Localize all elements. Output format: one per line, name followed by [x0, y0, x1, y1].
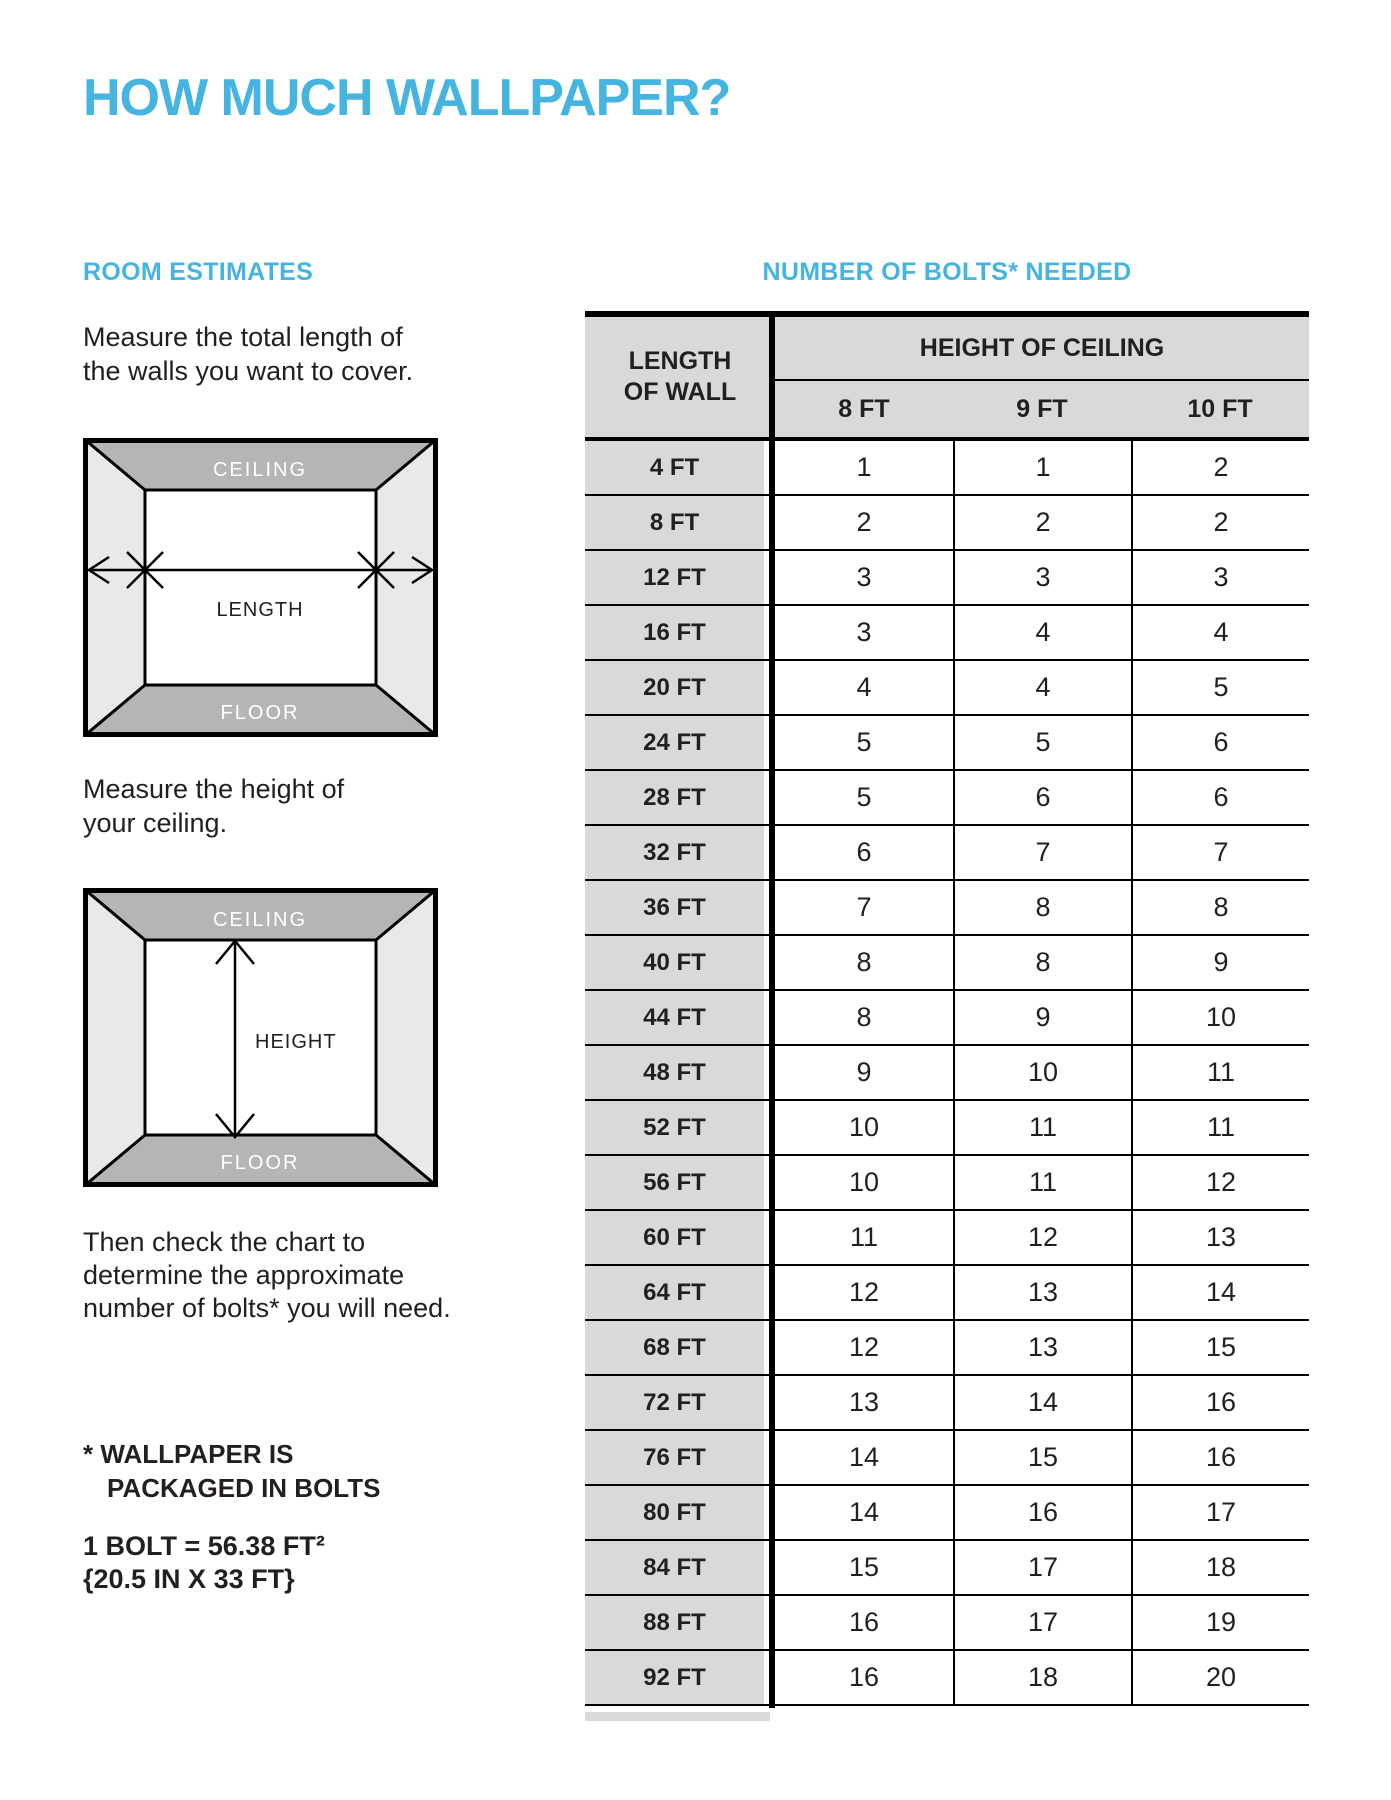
row-label-cell: 48 FT: [585, 1046, 764, 1099]
row-label-cell: 84 FT: [585, 1541, 764, 1594]
step2-instruction: Measure the height of your ceiling.: [83, 774, 345, 838]
table-row: [585, 991, 1309, 1046]
table-row: [585, 1046, 1309, 1101]
bolt-count-cell: 16: [848, 1662, 880, 1692]
bolt-count-cell: 3: [1131, 551, 1309, 604]
bolt-count-cell: 14: [953, 1376, 1131, 1429]
ceiling-height-subheader-row: [775, 381, 1309, 437]
row-label-cell: 36 FT: [585, 881, 764, 934]
bolt-count-cell: 16: [848, 1607, 880, 1637]
bolt-count-cell: 19: [1131, 1596, 1309, 1649]
bolt-count-cell: 7: [856, 892, 872, 922]
height-of-ceiling-header: HEIGHT OF CEILING: [775, 317, 1309, 381]
table-row: [585, 496, 1309, 551]
row-label-cell: 24 FT: [585, 716, 764, 769]
row-label-cell: 12 FT: [585, 551, 764, 604]
floor-label: FLOOR: [220, 702, 300, 724]
step1-instruction: Measure the total length of the walls you want to cover.: [83, 322, 414, 386]
table-row: [585, 936, 1309, 991]
bolt-count-cell: 9: [953, 991, 1131, 1044]
length-label: LENGTH: [216, 599, 304, 621]
bolt-count-cell: 2: [1131, 496, 1309, 549]
column-header-10ft: 10 FT: [1187, 394, 1253, 423]
bolt-count-cell: 4: [1131, 606, 1309, 659]
bolt-count-cell: 15: [953, 1431, 1131, 1484]
table-row: [585, 606, 1309, 661]
bolt-count-cell: 18: [953, 1651, 1131, 1704]
back-wall-face: [145, 490, 376, 685]
bolt-count-cell: 13: [1131, 1211, 1309, 1264]
bolt-count-cell: 5: [953, 716, 1131, 769]
bolt-count-cell: 8: [953, 881, 1131, 934]
row-label-cell: 32 FT: [585, 826, 764, 879]
bolt-count-cell: 8: [1131, 881, 1309, 934]
length-of-wall-header: LENGTH OF WALL: [585, 317, 775, 437]
column-divider: [769, 317, 775, 1708]
table-header: [585, 311, 1309, 441]
height-room-diagram: [83, 888, 438, 1187]
row-label-cell: 44 FT: [585, 991, 764, 1044]
bolt-count-cell: 8: [953, 936, 1131, 989]
row-label-cell: 8 FT: [585, 496, 764, 549]
bolt-count-cell: 3: [953, 551, 1131, 604]
bolt-count-cell: 12: [848, 1277, 880, 1307]
row-label-cell: 28 FT: [585, 771, 764, 824]
row-label-cell: 80 FT: [585, 1486, 764, 1539]
table-row: [585, 1156, 1309, 1211]
bolt-count-cell: 9: [1131, 936, 1309, 989]
bolt-count-cell: 3: [856, 617, 872, 647]
bolt-count-cell: 12: [1131, 1156, 1309, 1209]
footnote-line2: PACKAGED IN BOLTS: [107, 1473, 381, 1503]
bolt-count-cell: 12: [953, 1211, 1131, 1264]
bolt-count-cell: 16: [1131, 1376, 1309, 1429]
bolt-count-cell: 11: [1131, 1046, 1309, 1099]
bolt-count-cell: 8: [856, 1002, 872, 1032]
table-row: [585, 826, 1309, 881]
table-row: [585, 1596, 1309, 1651]
room-estimates-heading: ROOM ESTIMATES: [83, 258, 314, 286]
row-label-cell: 72 FT: [585, 1376, 764, 1429]
bolt-count-cell: 11: [953, 1156, 1131, 1209]
table-row: [585, 1266, 1309, 1321]
floor-label: FLOOR: [220, 1152, 300, 1174]
bolt-count-cell: 6: [856, 837, 872, 867]
row-label-cell: 56 FT: [585, 1156, 764, 1209]
row-label-cell: 16 FT: [585, 606, 764, 659]
bolts-table: [585, 311, 1309, 1708]
bolt-count-cell: 14: [848, 1442, 880, 1472]
length-room-diagram: [83, 438, 438, 737]
row-label-cell: 60 FT: [585, 1211, 764, 1264]
bolt-count-cell: 7: [1131, 826, 1309, 879]
table-row: [585, 716, 1309, 771]
bolt-count-cell: 12: [848, 1332, 880, 1362]
bolt-count-cell: 13: [953, 1266, 1131, 1319]
row-label-cell: 20 FT: [585, 661, 764, 714]
bolt-count-cell: 16: [953, 1486, 1131, 1539]
height-label: HEIGHT: [255, 1031, 337, 1053]
bolt-count-cell: 10: [1131, 991, 1309, 1044]
bolt-count-cell: 11: [849, 1222, 879, 1252]
ceiling-height-header-group: [775, 317, 1309, 437]
table-row: [585, 551, 1309, 606]
bolt-count-cell: 6: [953, 771, 1131, 824]
bolt-count-cell: 11: [953, 1101, 1131, 1154]
bolt-count-cell: 10: [848, 1112, 880, 1142]
footnote-line1: * WALLPAPER IS: [83, 1439, 294, 1469]
bolt-count-cell: 6: [1131, 771, 1309, 824]
bolt-count-cell: 2: [1131, 441, 1309, 494]
bolt-count-cell: 1: [953, 441, 1131, 494]
table-row: [585, 1486, 1309, 1541]
bolt-equation: 1 BOLT = 56.38 FT² {20.5 IN X 33 FT}: [83, 1531, 325, 1594]
page-title: HOW MUCH WALLPAPER?: [83, 69, 731, 127]
bolt-count-cell: 6: [1131, 716, 1309, 769]
bolt-count-cell: 2: [856, 507, 872, 537]
bolt-count-cell: 4: [953, 606, 1131, 659]
bolt-count-cell: 5: [856, 782, 872, 812]
column-header-8ft: 8 FT: [838, 394, 890, 423]
table-body: [585, 441, 1309, 1706]
bolt-count-cell: 10: [953, 1046, 1131, 1099]
row-label-cell: 40 FT: [585, 936, 764, 989]
bolt-count-cell: 17: [953, 1541, 1131, 1594]
table-row: [585, 1431, 1309, 1486]
bolt-count-cell: 17: [1131, 1486, 1309, 1539]
bolt-count-cell: 18: [1131, 1541, 1309, 1594]
bolt-count-cell: 13: [953, 1321, 1131, 1374]
bolt-count-cell: 4: [856, 672, 872, 702]
bolt-count-cell: 17: [953, 1596, 1131, 1649]
table-row: [585, 1651, 1309, 1706]
step3-instruction: Then check the chart to determine the approximate number of bolts* you will need.: [83, 1227, 451, 1323]
table-row: [585, 1541, 1309, 1596]
bolt-count-cell: 10: [848, 1167, 880, 1197]
row-label-cell: 52 FT: [585, 1101, 764, 1154]
bolt-count-cell: 5: [856, 727, 872, 757]
table-row: [585, 881, 1309, 936]
bolt-count-cell: 7: [953, 826, 1131, 879]
table-row: [585, 1321, 1309, 1376]
bolt-count-cell: 2: [953, 496, 1131, 549]
row-label-cell: 88 FT: [585, 1596, 764, 1649]
row-label-cell: 64 FT: [585, 1266, 764, 1319]
bolt-count-cell: 11: [1131, 1101, 1309, 1154]
bolt-count-cell: 1: [856, 452, 872, 482]
table-bottom-sliver: [585, 1712, 770, 1721]
bolt-count-cell: 5: [1131, 661, 1309, 714]
ceiling-label: CEILING: [212, 909, 308, 931]
column-header-9ft: 9 FT: [1016, 394, 1068, 423]
table-row: [585, 1376, 1309, 1431]
row-label-cell: 4 FT: [585, 441, 764, 494]
table-row: [585, 771, 1309, 826]
table-row: [585, 1211, 1309, 1266]
table-row: [585, 441, 1309, 496]
row-label-cell: 76 FT: [585, 1431, 764, 1484]
ceiling-label: CEILING: [212, 459, 308, 481]
bolt-count-cell: 14: [848, 1497, 880, 1527]
bolt-count-cell: 4: [953, 661, 1131, 714]
table-row: [585, 1101, 1309, 1156]
bolt-count-cell: 3: [856, 562, 872, 592]
row-label-cell: 68 FT: [585, 1321, 764, 1374]
bolt-count-cell: 13: [848, 1387, 880, 1417]
table-row: [585, 661, 1309, 716]
bolts-footnote: [83, 1437, 380, 1505]
bolt-count-cell: 8: [856, 947, 872, 977]
bolt-count-cell: 20: [1131, 1651, 1309, 1704]
bolt-count-cell: 16: [1131, 1431, 1309, 1484]
bolt-count-cell: 14: [1131, 1266, 1309, 1319]
bolt-count-cell: 15: [1131, 1321, 1309, 1374]
bolt-count-cell: 15: [848, 1552, 880, 1582]
bolt-count-cell: 9: [856, 1057, 872, 1087]
bolts-table-heading: NUMBER OF BOLTS* NEEDED: [762, 258, 1132, 286]
row-label-cell: 92 FT: [585, 1651, 764, 1704]
